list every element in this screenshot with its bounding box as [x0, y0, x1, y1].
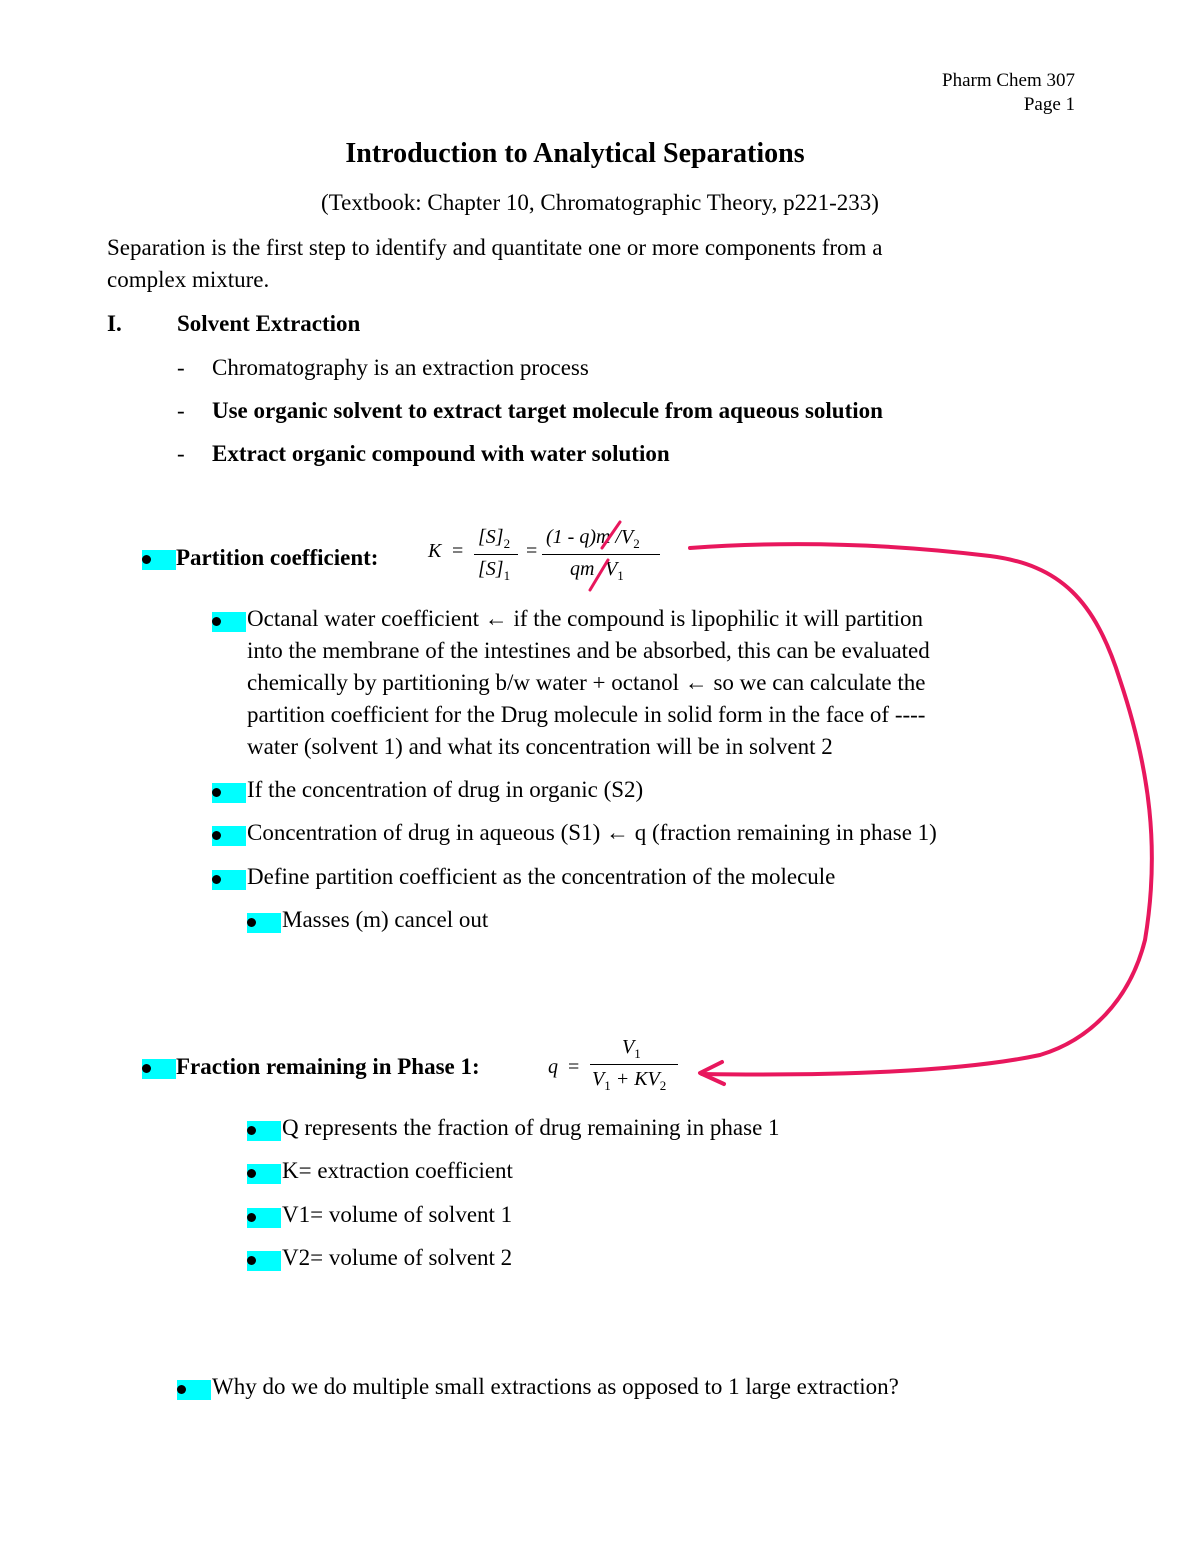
intro-line-1: Separation is the first step to identify and quantitate one or more components from a [107, 235, 883, 260]
dash-item: Chromatography is an extraction process [212, 355, 589, 380]
bullet-icon [142, 550, 176, 570]
partition-label: Partition coefficient: [176, 545, 379, 570]
masses-text: Masses (m) cancel out [282, 907, 489, 932]
section-heading: Solvent Extraction [177, 311, 361, 336]
section-numeral: I. [107, 311, 122, 336]
eq-equals: = [568, 1056, 580, 1078]
question-text: Why do we do multiple small extractions as opposed to 1 large extraction? [212, 1374, 899, 1399]
dash-marker: - [177, 398, 185, 423]
page-number: Page 1 [1023, 94, 1075, 115]
bullet-icon [212, 826, 246, 846]
fraction-bar [542, 554, 660, 555]
eq-denominator: qm $/V_1$ [570, 558, 624, 583]
fraction-item: V2= volume of solvent 2 [282, 1245, 513, 1270]
intro-line-2: complex mixture. [107, 267, 270, 292]
bullet-icon [247, 913, 281, 933]
fraction-label: Fraction remaining in Phase 1: [176, 1054, 480, 1079]
fraction-bar [590, 1064, 678, 1065]
eq-s2: $[S]_2$ [478, 526, 511, 551]
bullet-icon [177, 1380, 211, 1400]
eq-numerator: (1 - q)m $/V_2$ [546, 526, 640, 551]
eq-equals: = [452, 540, 464, 562]
dash-item: Use organic solvent to extract target molecule from aqueous solution [212, 398, 883, 423]
fraction-item: K= extraction coefficient [282, 1158, 513, 1183]
octanal-line: Octanal water coefficient ← if the compound is lipophilic it will partition [247, 606, 923, 631]
sub-bullet-text: Concentration of drug in aqueous (S1) ← q (fraction remaining in phase 1) [247, 820, 937, 845]
octanal-line: partition coefficient for the Drug molecule in solid form in the face of ---- [247, 702, 926, 727]
bullet-icon [212, 612, 246, 632]
eq-k: K [428, 540, 442, 562]
bullet-icon [212, 783, 246, 803]
page-title: Introduction to Analytical Separations [345, 138, 805, 169]
fraction-item: V1= volume of solvent 1 [282, 1202, 513, 1227]
eq-equals: = [526, 540, 538, 562]
fraction-bar [474, 554, 518, 555]
octanal-line: into the membrane of the intestines and be absorbed, this can be evaluated [247, 638, 930, 663]
bullet-icon [212, 870, 246, 890]
bullet-icon [247, 1208, 281, 1228]
eq-fraction-numerator: $V_1$ [622, 1036, 641, 1061]
eq-fraction-denominator: $V_1 + KV_2$ [592, 1068, 667, 1093]
dash-marker: - [177, 355, 185, 380]
dash-item: Extract organic compound with water solution [212, 441, 670, 466]
bullet-icon [247, 1164, 281, 1184]
sub-bullet-text: Define partition coefficient as the concentration of the molecule [247, 864, 836, 889]
dash-marker: - [177, 441, 185, 466]
course-header: Pharm Chem 307 [942, 70, 1075, 91]
bullet-icon [247, 1121, 281, 1141]
bullet-icon [142, 1059, 176, 1079]
eq-s1: $[S]_1$ [478, 558, 511, 583]
fraction-item: Q represents the fraction of drug remaining in phase 1 [282, 1115, 780, 1140]
sub-bullet-text: If the concentration of drug in organic (S2) [247, 777, 644, 802]
eq-q: q [548, 1056, 558, 1078]
bullet-icon [247, 1251, 281, 1271]
arrow-head [700, 1062, 724, 1084]
octanal-line: water (solvent 1) and what its concentration will be in solvent 2 [247, 734, 833, 759]
octanal-line: chemically by partitioning b/w water + octanol ← so we can calculate the [247, 670, 926, 695]
page-subtitle: (Textbook: Chapter 10, Chromatographic Theory, p221-233) [321, 190, 879, 215]
